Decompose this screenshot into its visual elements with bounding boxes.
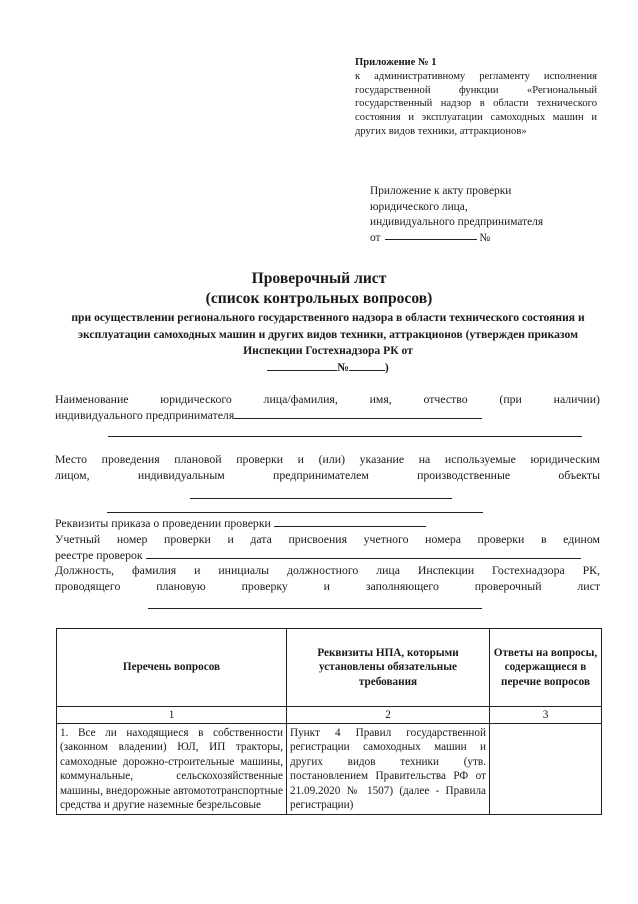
document-title-sub: (список контрольных вопросов) [205, 290, 433, 307]
org-name-blank[interactable] [234, 408, 482, 419]
reg-number-blank[interactable] [146, 548, 581, 559]
document-title: Проверочный лист [251, 270, 387, 287]
act-ref-line-2: юридического лица, [370, 200, 468, 213]
place-field [55, 452, 600, 484]
act-ref-date-row [370, 231, 600, 247]
official-line-2: проводящего плановую проверку и заполняющего проверочный лист [55, 579, 600, 594]
column-number-2: 2 [287, 707, 490, 724]
table-column-numbers [57, 707, 602, 724]
reg-number-line-2: реестре проверок [55, 548, 600, 564]
org-name-blank-line[interactable] [108, 436, 582, 437]
document-subtitle [58, 310, 598, 376]
appendix-text: к административному регламенту исполнения государственной функции «Региональный государственный надзор в области технического состояния и эксплуатации самоходных машин и других видов техники, аттракционов» [355, 70, 597, 137]
act-ref-number-sign: № [479, 231, 491, 244]
question-cell: 1. Все ли находящиеся в собственности (законном владении) ЮЛ, ИП тракторы, самоходные дорожно-строительные машины, коммунальные, сельскохозяйственные машины, внедорожные автомототранспортные средства и другие наземные безрельсовые [57, 724, 287, 815]
org-name-line-2: индивидуального предпринимателя [55, 408, 600, 424]
official-line-1: Должность, фамилия и инициалы должностного лица Инспекции Гостехнадзора РК, [55, 563, 600, 578]
subtitle-date-blank [267, 360, 337, 371]
appendix-block [355, 56, 597, 139]
org-name-field [55, 392, 600, 424]
org-name-line-1: Наименование юридического лица/фамилия, имя, отчество (при наличии) [55, 392, 600, 406]
order-details-blank[interactable] [274, 516, 426, 527]
subtitle-number-sign: № [337, 360, 349, 374]
header-answers: Ответы на вопросы, содержащиеся в перечне вопросов [490, 629, 602, 707]
subtitle-number-blank [349, 360, 385, 371]
column-number-1: 1 [57, 707, 287, 724]
place-line-2: лицом, индивидуальным предпринимателем производственные объекты [55, 467, 600, 482]
appendix-title: Приложение № 1 [355, 57, 437, 68]
header-npa: Реквизиты НПА, которыми установлены обязательные требования [287, 629, 490, 707]
act-ref-date-prefix: от [370, 231, 381, 244]
reg-number-line-1: Учетный номер проверки и дата присвоения учетного номера проверки в едином [55, 531, 600, 546]
official-blank-line[interactable] [148, 608, 482, 609]
header-questions: Перечень вопросов [57, 629, 287, 707]
order-details-line: Реквизиты приказа о проведении проверки [55, 516, 600, 532]
place-line-1: Место проведения плановой проверки и (или) указание на используемые юридическим [55, 452, 600, 466]
place-blank-line-1[interactable] [190, 498, 452, 499]
act-ref-line-3: индивидуального предпринимателя [370, 216, 544, 229]
table-row [57, 724, 602, 815]
npa-cell: Пункт 4 Правил государственной регистрации самоходных машин и других видов техники (утв. постановлением Правительства РФ от 21.09.2020 № 1507) (далее - Правила регистрации) [287, 724, 490, 815]
order-and-registry-fields [55, 516, 600, 595]
act-reference-block [370, 184, 600, 246]
subtitle-close: ) [384, 360, 389, 374]
column-number-3: 3 [490, 707, 602, 724]
act-ref-line-1: Приложение к акту проверки [370, 185, 512, 197]
table-header-row [57, 629, 602, 707]
act-date-blank [385, 231, 477, 240]
subtitle-text: при осуществлении регионального государственного надзора в области технического состояния и эксплуатации самоходных машин и других видов техники, аттракционов (утвержден приказом Инспекции Гостехнадзора РК от [71, 311, 585, 358]
checklist-table [56, 628, 602, 815]
answer-cell[interactable] [490, 724, 602, 815]
place-blank-line-2[interactable] [107, 512, 483, 513]
